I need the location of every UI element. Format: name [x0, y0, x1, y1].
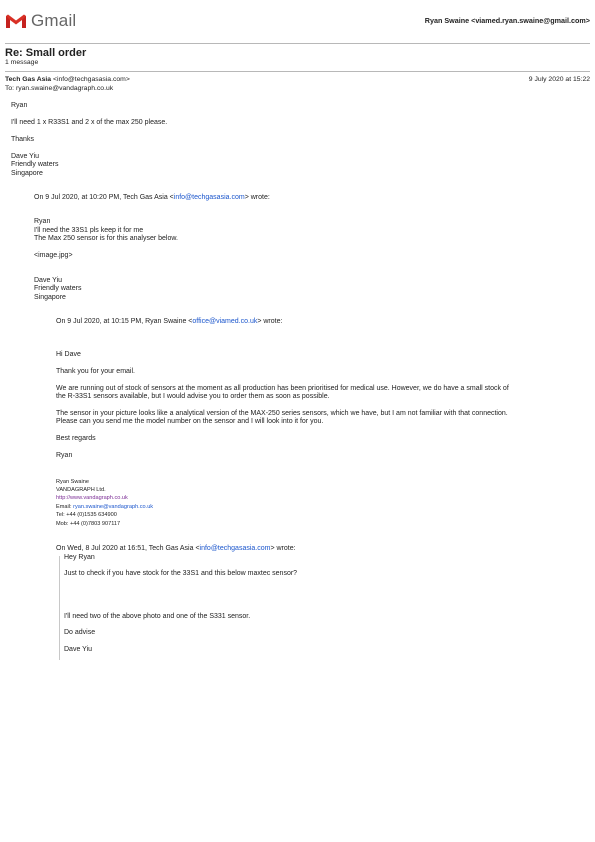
quote2-paragraph: the R-33S1 sensors available, but I would advise you to order them as soon as possible.	[56, 393, 330, 400]
body-line: Dave Yiu	[11, 153, 40, 160]
message-to: To: ryan.swaine@vandagraph.co.uk	[5, 85, 114, 92]
quote1-line: Singapore	[34, 294, 66, 301]
thread-subject: Re: Small order	[5, 47, 87, 59]
quote2-name: Ryan	[56, 452, 73, 459]
quote1-email-link[interactable]: info@techgasasia.com	[173, 194, 245, 201]
quote1-line: Ryan	[34, 218, 51, 225]
body-line: Ryan	[11, 102, 28, 109]
subject-divider	[5, 71, 590, 72]
signature-email: Email: ryan.swaine@vandagraph.co.uk	[56, 504, 154, 510]
gmail-logo-icon	[5, 13, 27, 29]
quote1-line: I'll need the 33S1 pls keep it for me	[34, 227, 144, 234]
image-attachment-placeholder: <image.jpg>	[34, 252, 73, 259]
quote2-paragraph: The sensor in your picture looks like a analytical version of the MAX-250 series sensors, which we have, but I am not familiar with that connection.	[56, 410, 508, 417]
body-line: Thanks	[11, 136, 34, 143]
quote3-line: Just to check if you have stock for the 33S1 and this below maxtec sensor?	[64, 570, 298, 577]
quote3-line: Dave Yiu	[64, 646, 93, 653]
from-name: Tech Gas Asia	[5, 76, 52, 83]
message-count: 1 message	[5, 59, 39, 66]
quote3-attribution: On Wed, 8 Jul 2020 at 16:51, Tech Gas Asia <info@techgasasia.com> wrote:	[56, 545, 296, 552]
quote1-line: The Max 250 sensor is for this analyser below.	[34, 235, 178, 242]
gmail-wordmark: Gmail	[31, 11, 77, 30]
message-date: 9 July 2020 at 15:22	[528, 76, 590, 83]
account-identity: Ryan Swaine <viamed.ryan.swaine@gmail.com>	[424, 16, 590, 25]
quote2-regards: Best regards	[56, 435, 96, 442]
quote-bar	[59, 556, 60, 660]
quote1-attribution: On 9 Jul 2020, at 10:20 PM, Tech Gas Asia <info@techgasasia.com> wrote:	[34, 194, 270, 201]
body-line: Friendly waters	[11, 161, 59, 168]
body-line: I'll need 1 x R33S1 and 2 x of the max 250 please.	[11, 119, 168, 126]
body-line: Singapore	[11, 170, 43, 177]
quote2-paragraph: We are running out of stock of sensors at the moment as all production has been prioritised for medical use. However, we do have a small stock of	[56, 385, 509, 392]
quote2-email-link[interactable]: office@viamed.co.uk	[192, 318, 258, 325]
quote3-email-link[interactable]: info@techgasasia.com	[199, 545, 271, 552]
quote3-line: I'll need two of the above photo and one of the S331 sensor.	[64, 613, 251, 620]
signature-name: Ryan Swaine	[56, 479, 89, 485]
message-from	[5, 76, 130, 85]
quote3-line: Hey Ryan	[64, 554, 95, 561]
quote2-attribution: On 9 Jul 2020, at 10:15 PM, Ryan Swaine <office@viamed.co.uk> wrote:	[56, 318, 283, 325]
quote2-greeting: Hi Dave	[56, 351, 81, 358]
quote2-paragraph: Please can you send me the model number on the sensor and I will look into it for you.	[56, 418, 324, 425]
header-divider	[5, 43, 590, 44]
signature-email-link[interactable]: ryan.swaine@vandagraph.co.uk	[73, 504, 154, 510]
quote1-line: Dave Yiu	[34, 277, 63, 284]
signature-tel: Tel: +44 (0)1535 634900	[56, 512, 117, 518]
signature-company: VANDAGRAPH Ltd.	[56, 487, 106, 493]
signature-website-link[interactable]: http://www.vandagraph.co.uk	[56, 495, 128, 501]
quote2-thanks: Thank you for your email.	[56, 368, 135, 375]
quote1-line: Friendly waters	[34, 285, 82, 292]
quote3-line: Do advise	[64, 629, 96, 636]
signature-mob: Mob: +44 (0)7803 907117	[56, 521, 121, 527]
from-email: <info@techgasasia.com>	[52, 76, 130, 83]
